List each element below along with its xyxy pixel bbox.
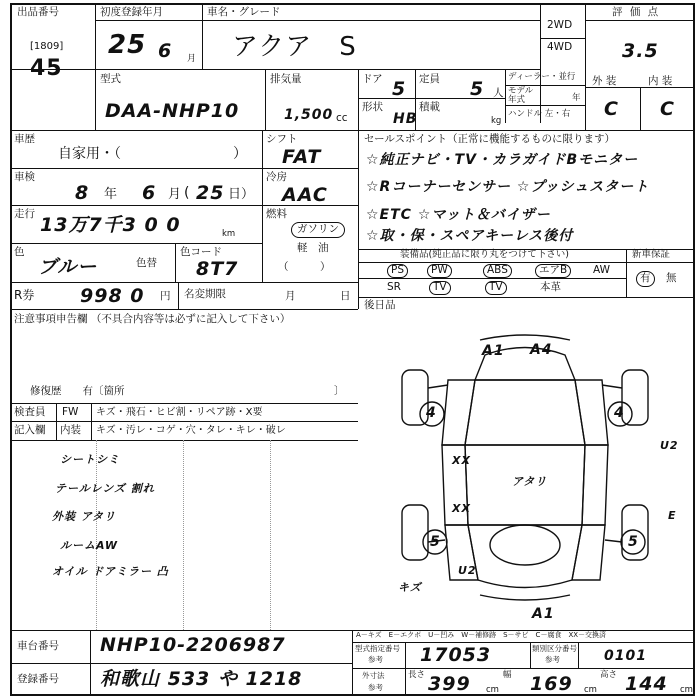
length-label: 長さ	[408, 670, 426, 680]
equip-sr: SR	[387, 281, 401, 293]
model-year-label: モデル 年式	[508, 86, 534, 105]
mark-u2-rear: U2	[458, 564, 477, 577]
insp-month: 6	[142, 182, 157, 204]
inspector-note-3: 外装 アタリ	[52, 510, 117, 523]
usage-value: 自家用・（ ）	[58, 146, 247, 162]
door-value: 5	[392, 78, 407, 100]
equipment-label: 装備品(純正品に限り丸をつけて下さい)	[400, 249, 569, 260]
inspector-label-1: 検査員	[14, 406, 46, 418]
height-label: 高さ	[600, 670, 618, 680]
lot-number: 45	[30, 56, 63, 81]
cert-sub: 参考	[368, 655, 383, 664]
interior-items-label: 内装	[60, 424, 81, 436]
recycle-label: R券	[14, 288, 35, 302]
fuel-label: 燃料	[266, 208, 287, 220]
insp-day: 25	[196, 182, 225, 204]
category-label: 類別区分番号	[532, 644, 577, 653]
color-value: ブルー	[38, 256, 98, 278]
fw-items: キズ・飛石・ヒビ割・リペア跡・X要	[96, 407, 263, 418]
reg-year-label: 初度登録年月	[100, 6, 163, 18]
color-code-label: 色コード	[180, 246, 222, 258]
sales-line-3: ☆ETC ☆マット＆バイザー	[366, 207, 551, 223]
cc-unit: cc	[336, 112, 348, 124]
insp-day-unit: 日）	[228, 187, 255, 202]
fw-label: FW	[62, 406, 79, 418]
mark-left-side: キズ	[398, 581, 422, 594]
insp-year: 8	[75, 182, 90, 204]
fuel-gasoline: ガソリン	[291, 222, 345, 238]
dims-label: 外寸法	[362, 671, 385, 680]
person-unit: 人	[493, 87, 504, 99]
color-change-label: 色替	[136, 257, 157, 269]
equip-ps: PS	[387, 264, 408, 278]
category-sub: 参考	[545, 655, 560, 664]
mark-xx-2: XX	[452, 502, 471, 515]
insp-year-unit: 年	[104, 187, 118, 202]
mark-u2-right: U2	[660, 439, 679, 452]
exterior-label: 外 装	[592, 75, 617, 87]
notes-label: 注意事項申告欄 （不具合内容等は必ずに記入して下さい）	[14, 313, 291, 325]
repair-label: 修復歴 有〔箇所	[30, 385, 125, 397]
displacement-label: 排気量	[270, 73, 302, 85]
mark-a1-bottom: A1	[532, 606, 555, 622]
chassis-value: NHP10-2206987	[100, 634, 286, 656]
fuel-other: （ ）	[278, 261, 331, 273]
mark-wheel-rr: 5	[628, 534, 639, 550]
model-value: DAA-NHP10	[105, 100, 240, 122]
width-label: 幅	[503, 670, 512, 680]
title-deadline-label: 名変期限	[184, 288, 226, 300]
mark-wheel-fl: 4	[426, 405, 437, 421]
mark-a1-top: A1	[482, 343, 505, 359]
length-value: 399	[428, 673, 471, 695]
recycle-amount: 998 0	[80, 285, 145, 307]
shape-label: 形状	[362, 101, 383, 113]
fuel-diesel: 軽 油	[297, 242, 329, 254]
equip-tv1: TV	[429, 281, 451, 295]
inspector-note-5: オイル ドアミラー 凸	[52, 565, 169, 578]
width-unit: cm	[584, 685, 597, 695]
height-unit: cm	[680, 685, 693, 695]
reg-month-unit: 月	[187, 54, 197, 64]
cert-label: 型式指定番号	[355, 644, 400, 653]
usage-label: 車歴	[14, 133, 35, 145]
load-label: 積載	[419, 101, 440, 113]
mark-xx-1: XX	[452, 454, 471, 467]
equip-leather: 本革	[540, 281, 561, 293]
sales-label: セールスポイント（正常に機能するものに限ります）	[364, 133, 616, 145]
inspector-note-2: テールレンズ 割れ	[55, 482, 155, 495]
cert-value: 17053	[420, 644, 492, 666]
mark-e-right: E	[668, 509, 677, 522]
score-value: 3.5	[622, 40, 659, 62]
plate-value: 和歌山 533 や 1218	[100, 668, 303, 690]
door-label: ドア	[362, 73, 383, 85]
interior-items: キズ・汚レ・コゲ・穴・タレ・キレ・破レ	[96, 425, 286, 436]
sales-line-2: ☆Rコーナーセンサー ☆プッシュスタート	[366, 179, 650, 195]
exterior-grade: C	[604, 98, 619, 120]
insp-month-unit: 月	[168, 187, 182, 202]
title-deadline-day: 日	[340, 290, 351, 302]
equip-pw: PW	[427, 264, 452, 278]
color-label: 色	[14, 246, 25, 258]
inspection-label: 車検	[14, 171, 35, 183]
shift-value: FAT	[282, 146, 322, 168]
inspector-label-2: 記入欄	[14, 424, 46, 436]
mark-roof: アタリ	[512, 475, 548, 488]
equip-tv2: TV	[485, 281, 507, 295]
insp-paren: (	[184, 185, 190, 201]
dims-sub: 参考	[368, 683, 383, 692]
capacity-label: 定員	[419, 73, 440, 85]
new-car-label: 新車保証	[632, 249, 671, 260]
reg-month: 6	[158, 40, 173, 62]
year-unit: 年	[572, 93, 581, 103]
category-value: 0101	[604, 648, 647, 664]
handle-label: ハンドル 左・右	[508, 109, 571, 119]
lot-sub: [1809]	[30, 41, 64, 52]
warranty-no: 無	[666, 272, 677, 284]
sales-line-1: ☆純正ナビ・TV・カラガイドBモニター	[366, 152, 639, 168]
drive-2wd: 2WD	[547, 19, 573, 31]
interior-grade: C	[660, 98, 675, 120]
inspector-note-4: ルームAW	[60, 539, 119, 552]
drive-4wd: 4WD	[547, 41, 573, 53]
color-code-value: 8T7	[196, 258, 239, 280]
cooler-label: 冷房	[266, 171, 287, 183]
capacity-value: 5	[470, 78, 485, 100]
interior-label: 内 装	[648, 75, 673, 87]
length-unit: cm	[486, 685, 499, 695]
cooler-value: AAC	[282, 184, 328, 206]
equip-aw: AW	[593, 264, 610, 276]
repair-close: 〕	[334, 385, 345, 397]
equip-abs: ABS	[483, 264, 512, 278]
width-value: 169	[530, 673, 573, 695]
shift-label: シフト	[266, 133, 298, 145]
mark-wheel-fr: 4	[614, 405, 625, 421]
chassis-label: 車台番号	[17, 640, 59, 652]
kg-unit: kg	[491, 116, 502, 126]
damage-code-legend: A－キズ E－エクボ U－凹み W－補修跡 S－サビ C－腐食 XX－交換済	[356, 631, 607, 639]
shape-value: HB	[393, 111, 418, 127]
warranty-yes: 有	[636, 271, 655, 287]
model-label: 型式	[100, 73, 121, 85]
title-deadline-month: 月	[285, 290, 296, 302]
recycle-yen: 円	[160, 290, 171, 302]
reg-year: 25	[108, 30, 147, 60]
lot-label: 出品番号	[17, 6, 59, 18]
score-label: 評 価 点	[612, 6, 661, 18]
dealer-label: ディーラー・並行	[508, 72, 576, 82]
mark-wheel-rl: 5	[430, 534, 441, 550]
mark-a4-top: A4	[530, 342, 553, 358]
mileage-value: 13万7千3 0 0	[40, 214, 181, 236]
sales-line-4: ☆取・保・スペアキーレス後付	[366, 228, 574, 244]
km-unit: km	[222, 229, 236, 239]
car-name-label: 車名・グレード	[207, 6, 281, 18]
plate-label: 登録番号	[17, 673, 59, 685]
height-value: 144	[625, 673, 668, 695]
mileage-label: 走行	[14, 208, 35, 220]
inspector-note-1: シートシミ	[60, 453, 120, 466]
car-name: アクア S	[232, 32, 357, 62]
rear-items-label: 後日品	[364, 299, 396, 311]
equip-airbag: エアB	[535, 264, 571, 278]
displacement-value: 1,500	[284, 107, 334, 123]
